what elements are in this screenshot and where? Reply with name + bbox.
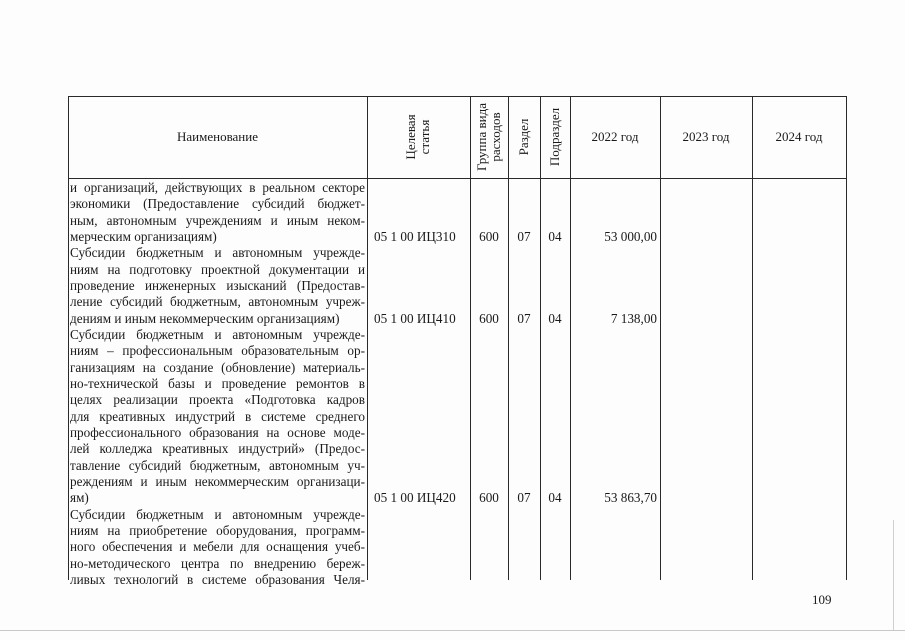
name-line: целях реализации проекта «Подготовка кадров	[70, 392, 365, 408]
name-line: для креативных индустрий в системе среднего	[70, 408, 365, 424]
col-border	[367, 96, 368, 580]
row-1-group: 600	[479, 229, 499, 244]
table-header-bottom-border	[68, 178, 846, 179]
row-3-subsection: 04	[548, 490, 562, 505]
row-3-section: 07	[517, 490, 531, 505]
name-line: Субсидии бюджетным и автономным учрежде-	[70, 245, 365, 261]
table-top-border	[68, 96, 846, 97]
name-line: ниям – профессиональным образовательным ор-	[70, 343, 365, 359]
header-subsection: Подраздел	[547, 107, 562, 167]
name-line: мерческим организациям)	[70, 228, 217, 244]
name-line: реждениям и иным некоммерческим организаци-	[70, 473, 365, 489]
col-border	[660, 96, 661, 580]
name-line: ливых технологий в системе образования Челя-	[70, 571, 365, 587]
header-2022: 2022 год	[591, 129, 639, 144]
row-2-group: 600	[479, 311, 499, 326]
row-3-group: 600	[479, 490, 499, 505]
col-border	[570, 96, 571, 580]
name-line: но-технической базы и проведение ремонтов в	[70, 375, 365, 391]
header-target: Целевая статья	[403, 114, 432, 160]
name-line: профессионального образования на основе моде-	[70, 424, 365, 440]
name-line: ным, автономным учреждениям и иным неком-	[70, 212, 365, 228]
row-2-2022: 7 138,00	[610, 311, 657, 326]
row-1-section: 07	[517, 229, 531, 244]
col-border	[846, 96, 847, 580]
row-1-subsection: 04	[548, 229, 562, 244]
row-3-target: 05 1 00 ИЦ420	[374, 490, 456, 505]
header-2023: 2023 год	[682, 129, 730, 144]
name-line: дениям и иным некоммерческим организациям)	[70, 310, 340, 326]
scan-edge-line	[893, 520, 894, 630]
name-line: и организаций, действующих в реальном секторе	[70, 180, 365, 195]
name-line: Субсидии бюджетным и автономным учрежде-	[70, 326, 365, 342]
col-border	[508, 96, 509, 580]
row-3-2022: 53 863,70	[604, 490, 657, 505]
col-border	[540, 96, 541, 580]
name-line: ного обеспечения и мебели для оснащения учеб-	[70, 539, 365, 555]
col-border	[752, 96, 753, 580]
row-1-2022: 53 000,00	[604, 229, 657, 244]
col-border	[470, 96, 471, 580]
header-expense-group: Группа вида расходов	[474, 103, 503, 171]
header-name: Наименование	[177, 129, 258, 144]
name-line: лей колледжа креативных индустрий» (Предос-	[70, 441, 365, 457]
header-section: Раздел	[516, 118, 531, 156]
row-1-target: 05 1 00 ИЦ310	[374, 229, 456, 244]
header-2024: 2024 год	[775, 129, 823, 144]
scan-edge-line	[0, 630, 905, 631]
name-line: проведение инженерных изысканий (Предостав-	[70, 277, 365, 293]
name-line: ление субсидий бюджетным, автономным учреж-	[70, 294, 365, 310]
page-number: 109	[812, 592, 832, 607]
col-border	[68, 96, 69, 580]
name-line: ям)	[70, 490, 89, 506]
name-line: экономики (Предоставление субсидий бюджет-	[70, 196, 365, 212]
name-line: но-методического центра по внедрению береж-	[70, 555, 365, 571]
name-line: ниям на приобретение оборудования, программ-	[70, 522, 365, 538]
row-2-subsection: 04	[548, 311, 562, 326]
name-line: Субсидии бюджетным и автономным учрежде-	[70, 506, 365, 522]
row-2-section: 07	[517, 311, 531, 326]
name-line: ганизациям на создание (обновление) материаль-	[70, 359, 365, 375]
row-2-target: 05 1 00 ИЦ410	[374, 311, 456, 326]
name-line: ниям на подготовку проектной документации и	[70, 261, 365, 277]
name-line: тавление субсидий бюджетным, автономным уч-	[70, 457, 365, 473]
name-column-text	[70, 180, 365, 588]
